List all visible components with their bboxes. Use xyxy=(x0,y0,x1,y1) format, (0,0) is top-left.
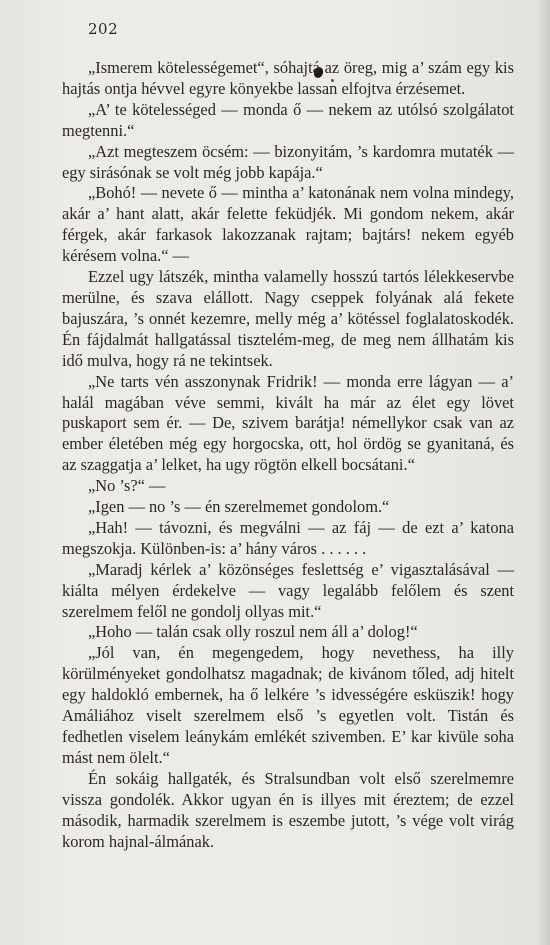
page-number: 202 xyxy=(88,20,119,38)
paragraph: „Jól van, én megengedem, hogy nevethess, ha illy körülményeket gondolhatsz magadnak; de kivánom tőled, adj hitelt egy haldokló embernek, ha ő lelkére ’s idvességére esküszik! hogy Amáliához viselt szerelmem első ’s egyetlen volt. Tistán és fedhetlen viselem leánykám emlékét szivemben. E’ kar kivüle soha mást nem ölelt.“ xyxy=(62,643,514,767)
paragraph: Én sokáig hallgaték, és Stralsundban volt első szerelmemre vissza gondolék. Akkor ugyan én is illyes mit éreztem; de ezzel második, harmadik szerelmem is eszembe jutott, ’s vége volt virág korom hajnal-álmának. xyxy=(62,768,514,851)
paragraph: „Igen — no ’s — én szerelmemet gondolom.“ xyxy=(88,497,390,517)
page-edge-shadow xyxy=(536,0,550,945)
paragraph: „Ne tarts vén asszonynak Fridrik! — monda erre lágyan — a’ halál magában véve semmi, kivált ha már az élet egy lövet puskaport sem ér. — De, szivem barátja! némellykor csak van az ember életében még egy horgocska, ott, hol ördög se gyanitaná, és az szaggatja a’ lelket, ha ugy rögtön elkell bocsátani.“ xyxy=(62,371,514,475)
paragraph: „A’ te kötelességed — monda ő — nekem az utólsó szolgálatot megtenni.“ xyxy=(62,99,514,140)
paragraph: „No ’s?“ — xyxy=(88,476,166,496)
paragraph: „Hoho — talán csak olly roszul nem áll a’ dolog!“ xyxy=(88,622,418,642)
paragraph: „Maradj kérlek a’ közönséges feslettség e’ vigasztalásával — kiálta mélyen érdekelve — vagy legalább felőlem és szent szerelmem felől ne gondolj ollyas mit.“ xyxy=(62,559,514,621)
paragraph: „Ismerem kötelességemet“, sóhajtá az öreg, mig a’ szám egy kis hajtás ontja hévvel egyre könyekbe lassan elfojtva érzésemet. xyxy=(62,58,514,98)
paragraph: „Azt megteszem öcsém: — bizonyitám, ’s kardomra mutaték — egy sirásónak se volt még jobb kapája.“ xyxy=(62,141,514,182)
body-text xyxy=(62,58,514,852)
paragraph: „Bohó! — nevete ő — mintha a’ katonának nem volna mindegy, akár a’ hant alatt, akár felette feküdjék. Mi gondom nekem, akár férgek, akár farkasok lakozzanak rajtam; bajtárs! nekem egyéb kérésem volna.“ — xyxy=(62,183,514,266)
paragraph: Ezzel ugy látszék, mintha valamelly hosszú tartós lélekkeservbe merülne, és szava elállott. Nagy cseppek folyának alá fekete bajuszára, ’s onnét kezemre, melly még a’ kötéssel foglalatoskodék. Én fájdalmát hallgatással tisztelém-meg, de meg nem állhatám kis idő mulva, hogy rá ne tekintsek. xyxy=(62,267,514,370)
paragraph: „Hah! — távozni, és megválni — az fáj — de ezt a’ katona megszokja. Különben-is: a’ hány város . . . . . . xyxy=(62,517,514,558)
